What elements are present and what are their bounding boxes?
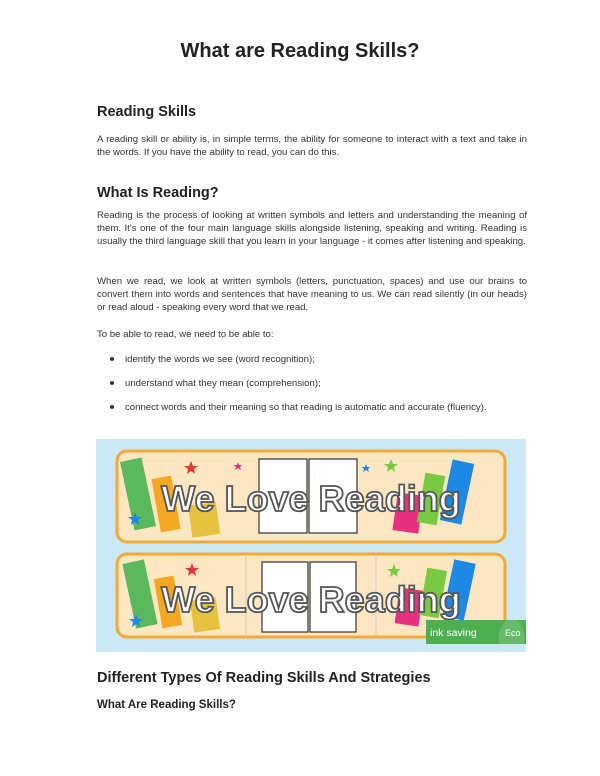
list-item-text: identify the words we see (word recognition); xyxy=(125,354,315,365)
banner-top-text: We Love Reading xyxy=(161,478,461,519)
bullet-dot xyxy=(110,381,114,385)
banner-top xyxy=(117,451,505,542)
heading-what-is-reading: What Is Reading? xyxy=(97,185,219,201)
list-item xyxy=(107,353,527,366)
list-item-text: understand what they mean (comprehension); xyxy=(125,378,321,389)
bullet-list xyxy=(107,353,527,425)
paragraph-to-be-able: To be able to read, we need to be able to: xyxy=(97,329,274,340)
eco-badge xyxy=(426,620,526,644)
list-item-text: connect words and their meaning so that reading is automatic and accurate (fluency). xyxy=(125,402,487,413)
paragraph-reading-skills: A reading skill or ability is, in simple terms, the ability for someone to interact with a text and take in the words. If you have the ability to read, you can do this. xyxy=(97,134,527,158)
list-item xyxy=(107,377,527,390)
bullet-dot xyxy=(110,405,114,409)
bullet-dot xyxy=(110,357,114,361)
eco-badge-label: ink saving xyxy=(430,627,477,639)
list-item xyxy=(107,401,527,414)
subheading-what-are-reading-skills: What Are Reading Skills? xyxy=(97,699,236,711)
paragraph-what-is-reading-2: When we read, we look at written symbols (letters, punctuation, spaces) and use our brains to convert them into words and sentences that have meaning to us. We can read silently (in our heads) or read aloud - speaking every word that we read. xyxy=(97,276,527,313)
heading-types: Different Types Of Reading Skills And Strategies xyxy=(97,670,431,686)
heading-reading-skills: Reading Skills xyxy=(97,104,197,120)
we-love-reading-banner-image xyxy=(96,439,526,652)
paragraph-what-is-reading-1: Reading is the process of looking at written symbols and letters and understanding the meaning of them. It's one of the four main language skills alongside listening, speaking and writing. Reading is usually the third language skill that you learn in your language - it comes after listening and speaking. xyxy=(97,210,527,247)
page-title: What are Reading Skills? xyxy=(180,40,420,62)
banner-bottom-text: We Love Reading xyxy=(161,579,461,620)
eco-badge-eco: Eco xyxy=(505,628,521,638)
